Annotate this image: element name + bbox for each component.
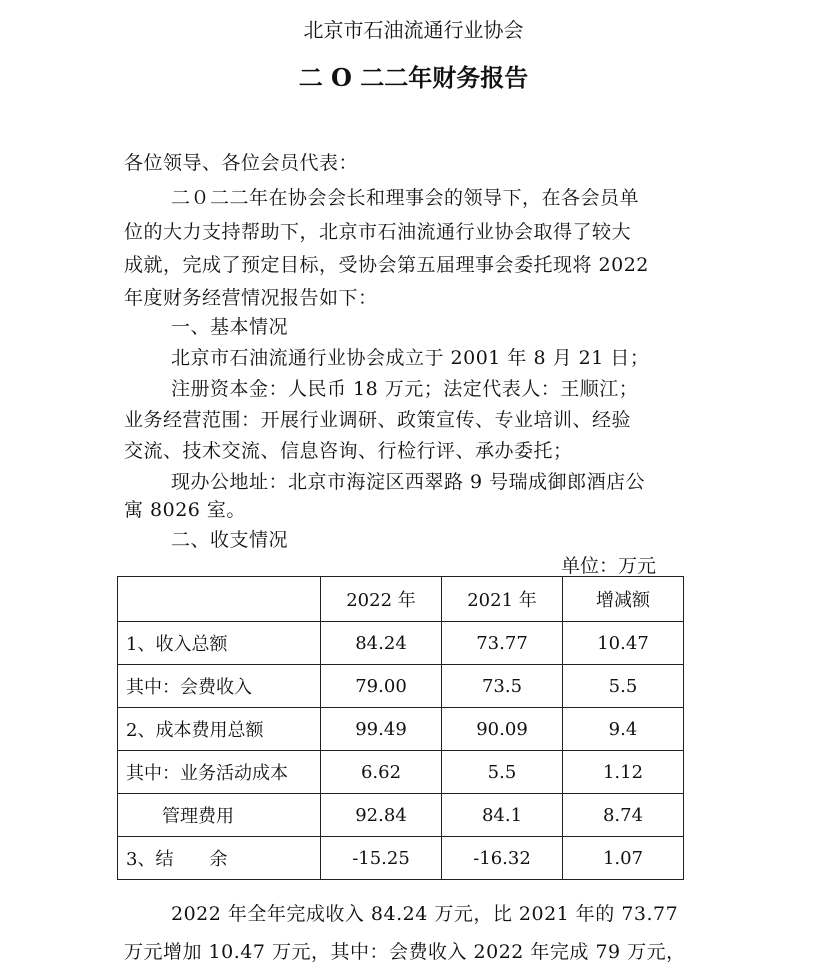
table-row bbox=[118, 708, 684, 751]
table-cell: 管理费用 bbox=[118, 794, 321, 837]
business-scope-line: 业务经营范围：开展行业调研、政策宣传、专业培训、经验 bbox=[124, 409, 632, 431]
paragraph-line: 成就，完成了预定目标，受协会第五届理事会委托现将 2022 bbox=[124, 254, 649, 276]
table-cell: 10.47 bbox=[563, 622, 684, 665]
paragraph-line: 位的大力支持帮助下，北京市石油流通行业协会取得了较大 bbox=[124, 221, 632, 243]
table-cell: 79.00 bbox=[321, 665, 442, 708]
table-cell: -15.25 bbox=[321, 837, 442, 880]
table-header-cell: 增减额 bbox=[563, 577, 684, 622]
unit-label: 单位：万元 bbox=[561, 555, 657, 577]
section-heading-finance: 二、收支情况 bbox=[171, 529, 289, 551]
finance-table bbox=[117, 576, 684, 880]
table-cell: 84.24 bbox=[321, 622, 442, 665]
table-cell: 1.12 bbox=[563, 751, 684, 794]
paragraph-line: 年度财务经营情况报告如下： bbox=[124, 287, 378, 309]
business-scope-line: 交流、技术交流、信息咨询、行检行评、承办委托； bbox=[124, 440, 573, 462]
table-cell: 6.62 bbox=[321, 751, 442, 794]
table-cell: 92.84 bbox=[321, 794, 442, 837]
table-cell: -16.32 bbox=[442, 837, 563, 880]
table-cell: 73.77 bbox=[442, 622, 563, 665]
table-header-cell bbox=[118, 577, 321, 622]
table-cell: 3、结 余 bbox=[118, 837, 321, 880]
table-cell: 99.49 bbox=[321, 708, 442, 751]
table-row bbox=[118, 794, 684, 837]
table-cell: 73.5 bbox=[442, 665, 563, 708]
table-cell: 84.1 bbox=[442, 794, 563, 837]
table-cell: 90.09 bbox=[442, 708, 563, 751]
table-cell: 9.4 bbox=[563, 708, 684, 751]
address-line: 寓 8026 室。 bbox=[124, 499, 246, 521]
table-row bbox=[118, 751, 684, 794]
table-row bbox=[118, 665, 684, 708]
organization-name: 北京市石油流通行业协会 bbox=[303, 18, 524, 42]
address-line: 现办公地址：北京市海淀区西翠路 9 号瑞成御郎酒店公 bbox=[171, 471, 646, 493]
summary-line: 2022 年全年完成收入 84.24 万元，比 2021 年的 73.77 bbox=[171, 903, 679, 925]
table-row bbox=[118, 622, 684, 665]
salutation: 各位领导、各位会员代表： bbox=[124, 152, 359, 174]
table-cell: 8.74 bbox=[563, 794, 684, 837]
table-header-cell: 2022 年 bbox=[321, 577, 442, 622]
table-cell: 5.5 bbox=[563, 665, 684, 708]
table-header-row bbox=[118, 577, 684, 622]
section-heading-basic: 一、基本情况 bbox=[171, 316, 289, 338]
paragraph-line: 二０二二年在协会会长和理事会的领导下，在各会员单 bbox=[171, 187, 640, 209]
table-cell: 1.07 bbox=[563, 837, 684, 880]
table-cell: 1、收入总额 bbox=[118, 622, 321, 665]
founding-date-line: 北京市石油流通行业协会成立于 2001 年 8 月 21 日； bbox=[171, 347, 650, 369]
summary-line: 万元增加 10.47 万元，其中：会费收入 2022 年完成 79 万元， bbox=[124, 941, 686, 963]
table-row bbox=[118, 837, 684, 880]
table-cell: 5.5 bbox=[442, 751, 563, 794]
report-title: 二 O 二二年财务报告 bbox=[298, 63, 529, 92]
table-cell: 其中：业务活动成本 bbox=[118, 751, 321, 794]
capital-line: 注册资本金：人民币 18 万元；法定代表人：王顺江； bbox=[171, 378, 639, 400]
table-header-cell: 2021 年 bbox=[442, 577, 563, 622]
table-cell: 2、成本费用总额 bbox=[118, 708, 321, 751]
table-cell: 其中：会费收入 bbox=[118, 665, 321, 708]
